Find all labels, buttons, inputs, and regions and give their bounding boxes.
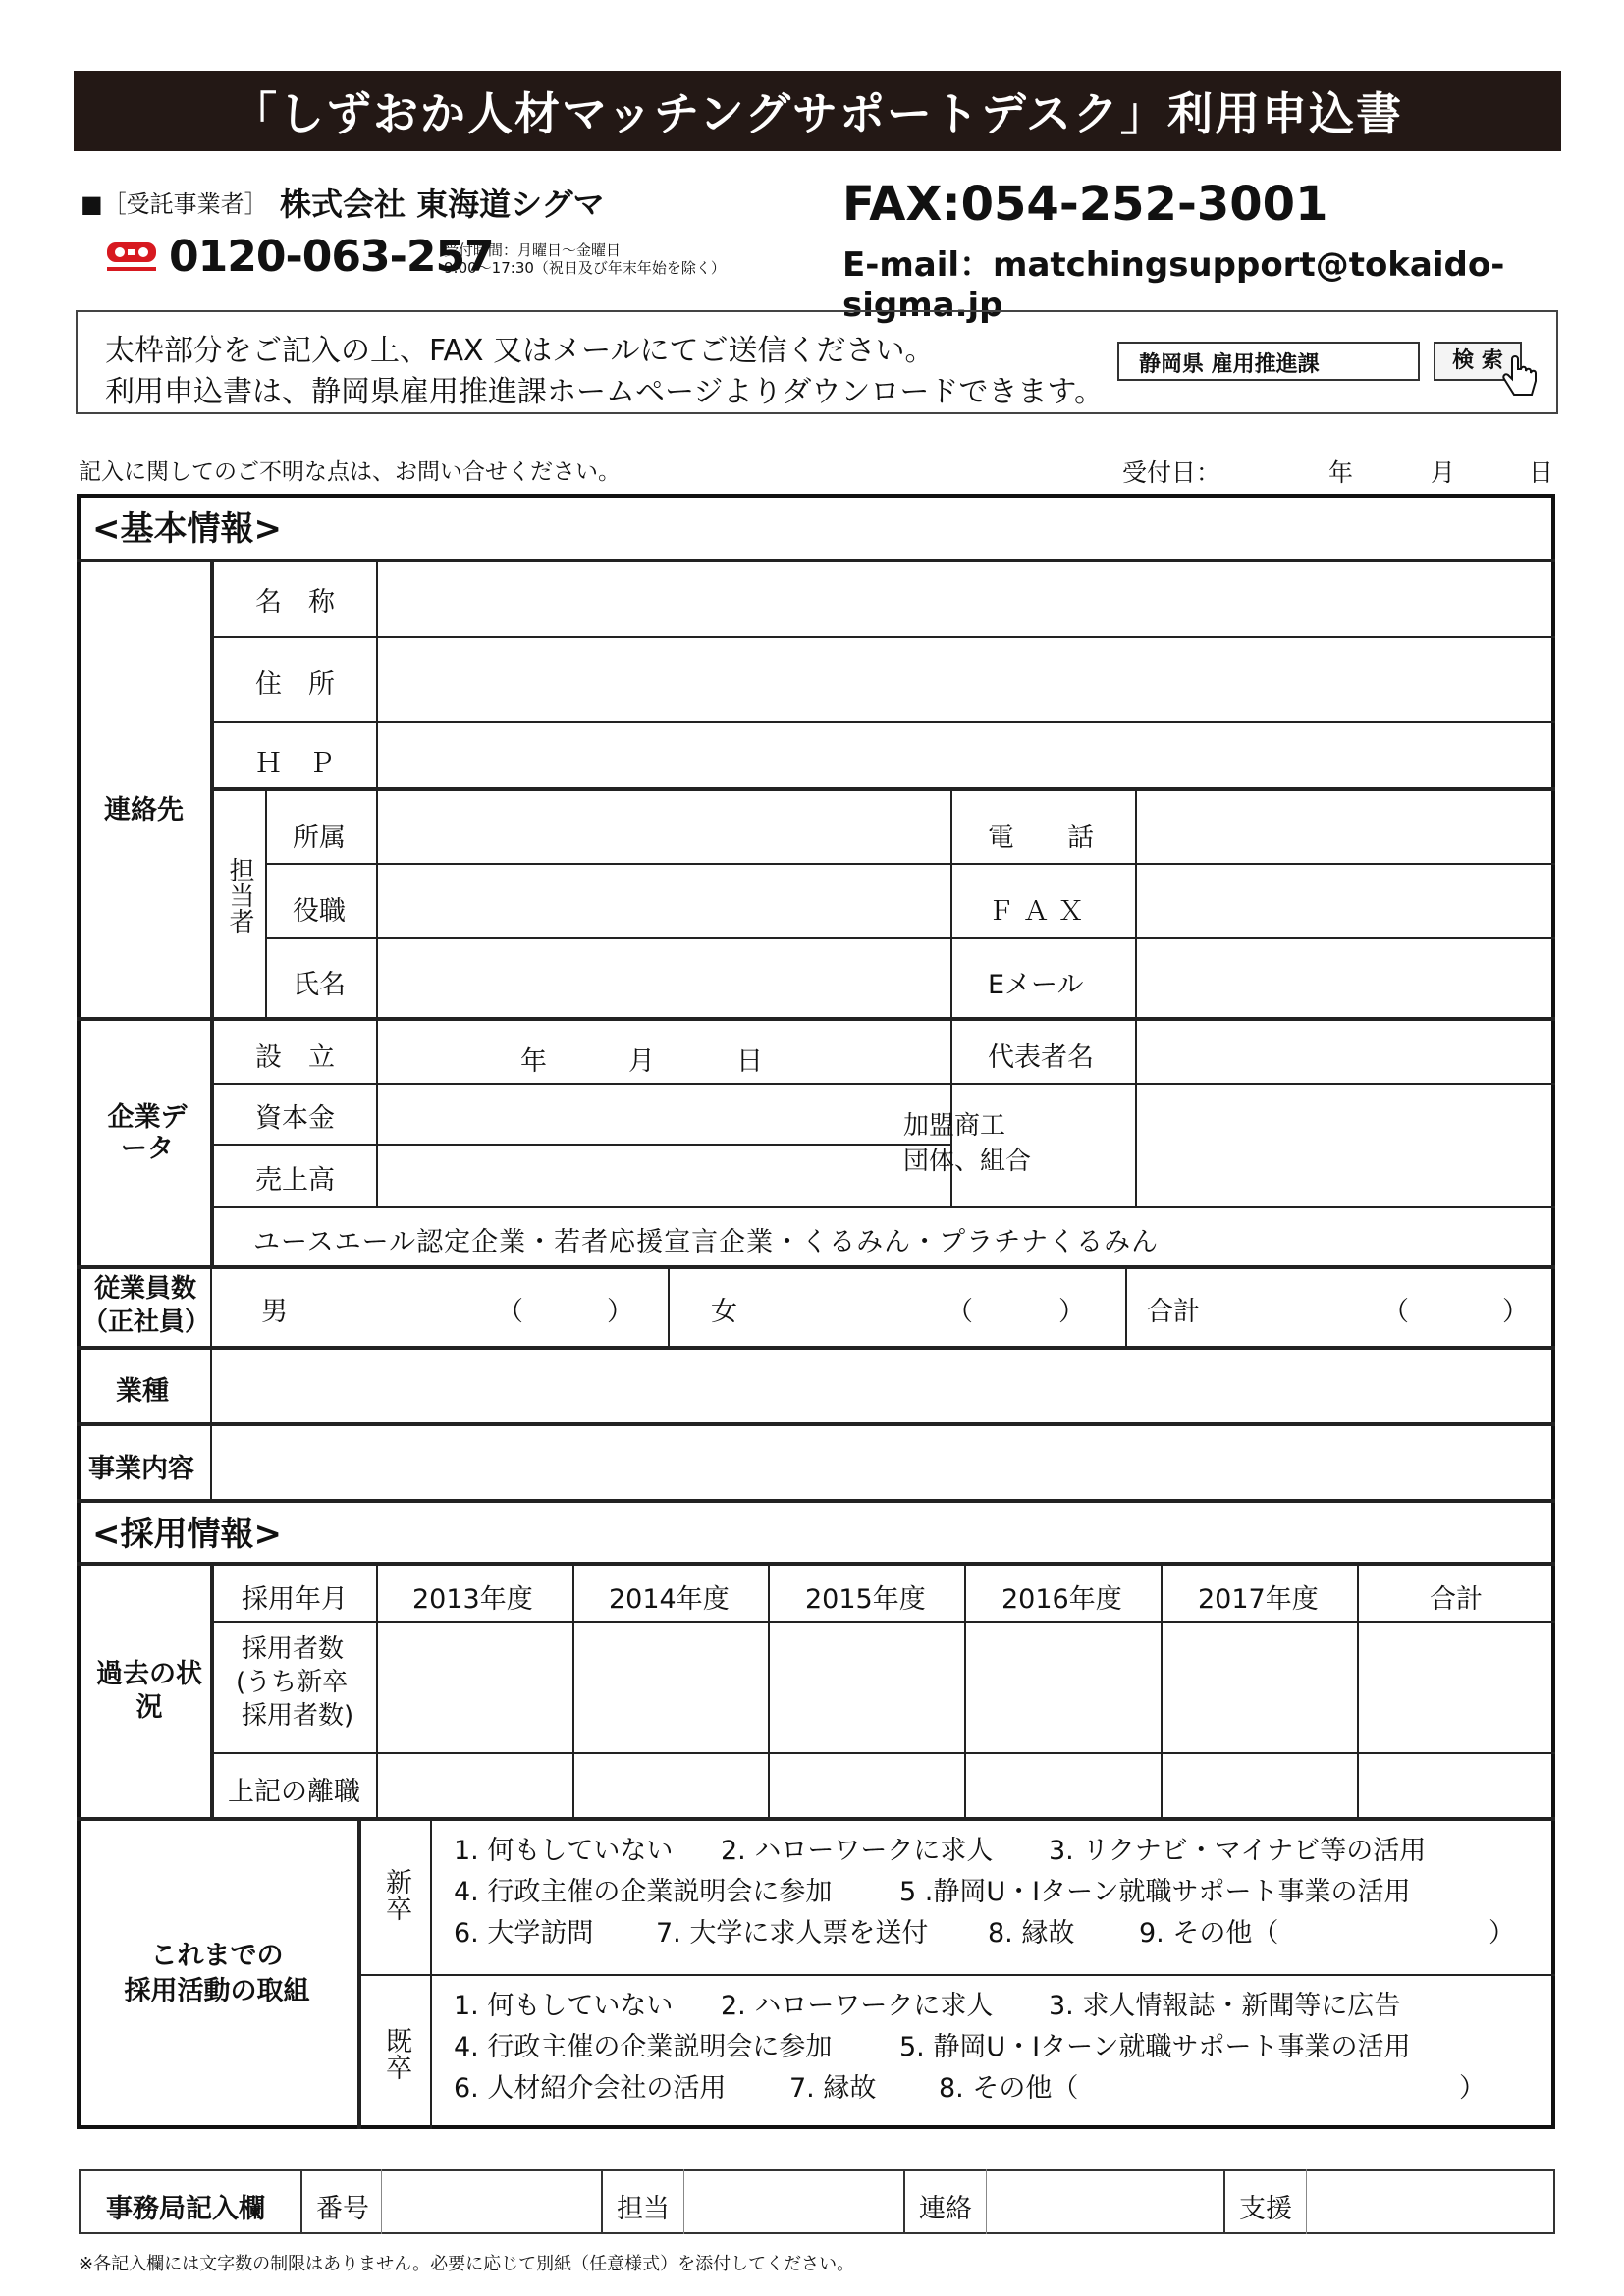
divider (1161, 1562, 1163, 1817)
fax-field[interactable] (1138, 865, 1548, 935)
name-field[interactable] (379, 562, 1547, 633)
turnover-2014-field[interactable] (575, 1755, 766, 1815)
contractor-label (81, 185, 268, 219)
new-grad-option-7[interactable]: 7. 大学に求人票を送付 (656, 1918, 929, 1949)
year-header: 2013年度 (412, 1584, 533, 1615)
contractor-email: E-mail：matchingsupport@tokaido-sigma.jp (842, 245, 1505, 325)
divider (381, 2169, 382, 2234)
address-label: 住 所 (255, 669, 335, 700)
divider (601, 2169, 603, 2234)
contractor-role: ［受託事業者］ (102, 190, 268, 218)
dept-field[interactable] (379, 790, 948, 861)
position-field[interactable] (379, 865, 948, 935)
mid-career-option-8[interactable]: 8. その他（ (939, 2073, 1079, 2104)
employees-label (82, 1272, 211, 1339)
mid-career-option-5[interactable]: 5. 静岡U・Iターン就職サポート事業の活用 (899, 2032, 1411, 2062)
name-label: 名 称 (255, 587, 335, 617)
email-field[interactable] (1138, 939, 1548, 1014)
divider (430, 1817, 432, 2129)
hires-label-line2: (うち新卒 (236, 1668, 349, 1697)
new-grad-option-8[interactable]: 8. 縁故 (988, 1918, 1075, 1949)
divider (768, 1562, 770, 1817)
help-text: 記入に関してのご不明な点は、お問い合せください。 (79, 459, 621, 485)
past-status-label: 過去の状況 (96, 1659, 202, 1723)
divider (265, 787, 267, 1017)
notice-line-2: 利用申込書は、静岡県雇用推進課ホームページよりダウンロードできます。 (105, 375, 1104, 409)
office-contact-label: 連絡 (919, 2194, 972, 2224)
divider (210, 1017, 214, 1265)
activities-label-line1: これまでの (150, 1941, 284, 1971)
association-label-line2: 団体、組合 (903, 1147, 1032, 1176)
year-header: 2014年度 (609, 1584, 730, 1615)
divider (1306, 2169, 1307, 2234)
divider (668, 1265, 670, 1346)
capital-field[interactable] (379, 1086, 948, 1141)
divider (210, 1206, 1555, 1208)
divider (1135, 787, 1137, 1017)
sales-label: 売上高 (255, 1165, 335, 1196)
employees-label-line1: 従業員数 (93, 1274, 196, 1304)
office-number-label: 番号 (316, 2194, 369, 2224)
divider (1223, 2169, 1225, 2234)
representative-field[interactable] (1138, 1020, 1548, 1081)
association-label (903, 1108, 1031, 1179)
divider (572, 1562, 574, 1817)
recruit-info-header: <採用情報> (92, 1515, 282, 1554)
divider (210, 1621, 1555, 1623)
male-label: 男 (261, 1297, 288, 1327)
contractor-fax: FAX:054-252-3001 (842, 177, 1328, 232)
search-button[interactable]: 検 索 (1434, 342, 1522, 381)
total-label: 合計 (1147, 1297, 1200, 1327)
employees-label-line2: （正社員） (82, 1308, 211, 1337)
mid-career-option-7[interactable]: 7. 縁故 (789, 2073, 877, 2104)
divider (210, 1265, 212, 1346)
hp-field[interactable] (379, 724, 1547, 785)
hours-days: 受付時間：月曜日〜金曜日 (444, 241, 622, 259)
divider (210, 636, 1555, 638)
est-day-label: 日 (736, 1046, 763, 1077)
divider (903, 2169, 905, 2234)
fax-label: Ｆ Ａ Ｘ (988, 896, 1085, 927)
divider (376, 1562, 378, 1817)
company-data-label: 企業データ (107, 1102, 188, 1164)
contractor-phone: 0120-063-257 (169, 232, 494, 282)
hours-time: 9:00〜17:30（祝日及び年末年始を除く） (444, 259, 726, 277)
mid-career-label: 既卒 (381, 2027, 411, 2080)
divider (210, 1752, 1555, 1754)
new-grad-option-3[interactable]: 3. リクナビ・マイナビ等の活用 (1049, 1836, 1427, 1866)
divider (1125, 1265, 1127, 1346)
mid-career-option-1[interactable]: 1. 何もしていない (454, 1991, 674, 2021)
business-field[interactable] (214, 1426, 1549, 1497)
business-label: 事業内容 (88, 1454, 194, 1484)
hires-2015-field[interactable] (771, 1624, 962, 1750)
total-count-field[interactable] (1128, 1269, 1548, 1344)
established-label: 設 立 (255, 1042, 335, 1073)
tel-label: 電 話 (988, 823, 1094, 853)
position-label: 役職 (293, 896, 346, 927)
mid-career-option-3[interactable]: 3. 求人情報誌・新聞等に広告 (1049, 1991, 1401, 2021)
male-paren-open: （ (497, 1297, 523, 1327)
dept-label: 所属 (293, 823, 346, 853)
notice-line-1: 太枠部分をご記入の上、FAX 又はメールにてご送信ください。 (105, 334, 935, 368)
divider (1357, 1562, 1359, 1817)
fullname-label: 氏名 (293, 970, 346, 1000)
business-hours (444, 241, 726, 277)
hire-year-label: 採用年月 (242, 1584, 348, 1615)
mid-career-option-2[interactable]: 2. ハローワークに求人 (721, 1991, 994, 2021)
year-header: 2017年度 (1198, 1584, 1319, 1615)
basic-info-header: <基本情報> (92, 509, 282, 549)
female-paren-open: （ (947, 1297, 973, 1327)
footnote: ※各記入欄には文字数の制限はありません。必要に応じて別紙（任意様式）を添付してください。 (79, 2254, 855, 2274)
form-title: 「しずおか人材マッチングサポートデスク」利用申込書 (74, 71, 1561, 151)
hp-label: Ｈ Ｐ (255, 748, 335, 778)
hires-2017-field[interactable] (1164, 1624, 1355, 1750)
reception-year: 年 (1328, 458, 1354, 487)
divider (210, 1562, 214, 1817)
square-bullet: ■ (81, 190, 103, 218)
certifications-label[interactable]: ユースエール認定企業・若者応援宣言企業・くるみん・プラチナくるみん (253, 1227, 1160, 1257)
divider (376, 559, 378, 787)
total-paren-close: ） (1502, 1297, 1529, 1327)
application-form (77, 494, 1555, 2129)
mid-career-option-4[interactable]: 4. 行政主催の企業説明会に参加 (454, 2032, 833, 2062)
activities-label-line2: 採用活動の取組 (124, 1976, 310, 2006)
female-label: 女 (711, 1297, 737, 1327)
hires-2016-field[interactable] (967, 1624, 1159, 1750)
office-staff-label: 担当 (617, 2194, 670, 2224)
new-grad-option-6[interactable]: 6. 大学訪問 (454, 1918, 594, 1949)
divider (683, 2169, 684, 2234)
office-use-label: 事務局記入欄 (106, 2194, 265, 2224)
year-header: 2015年度 (805, 1584, 926, 1615)
divider (210, 1144, 950, 1146)
hires-2014-field[interactable] (575, 1624, 766, 1750)
turnover-2015-field[interactable] (771, 1755, 962, 1815)
year-header: 合計 (1430, 1584, 1483, 1615)
mid-career-option-6[interactable]: 6. 人材紹介会社の活用 (454, 2073, 727, 2104)
fullname-field[interactable] (379, 939, 948, 1014)
mid-career-other-close: ） (1459, 2073, 1486, 2104)
association-label-line1: 加盟商工 (903, 1111, 1006, 1141)
sales-field[interactable] (379, 1147, 948, 1203)
search-input[interactable]: 静岡県 雇用推進課 (1117, 342, 1420, 381)
divider (77, 1499, 1555, 1503)
address-field[interactable] (379, 639, 1547, 718)
male-paren-close: ） (607, 1297, 633, 1327)
contractor-company: 株式会社 東海道シグマ (280, 186, 605, 223)
reception-day: 日 (1529, 458, 1554, 487)
new-grad-label: 新卒 (381, 1868, 411, 1921)
female-paren-close: ） (1058, 1297, 1085, 1327)
divider (77, 1562, 1555, 1566)
turnover-total-field[interactable] (1360, 1755, 1551, 1815)
turnover-2017-field[interactable] (1164, 1755, 1355, 1815)
turnover-2013-field[interactable] (379, 1755, 570, 1815)
divider (210, 721, 1555, 723)
capital-label: 資本金 (255, 1103, 335, 1134)
new-grad-other-close: ） (1489, 1918, 1515, 1949)
new-grad-option-1[interactable]: 1. 何もしていない (454, 1836, 674, 1866)
hires-total-field[interactable] (1360, 1624, 1551, 1750)
reception-month: 月 (1431, 458, 1456, 487)
total-paren-open: （ (1382, 1297, 1409, 1327)
divider (357, 1817, 361, 2129)
new-grad-option-5[interactable]: 5 .静岡U・Iターン就職サポート事業の活用 (899, 1877, 1411, 1907)
office-support-label: 支援 (1239, 2194, 1292, 2224)
female-count-field[interactable] (671, 1269, 1122, 1344)
industry-field[interactable] (214, 1350, 1549, 1420)
reception-label: 受付日： (1122, 458, 1221, 487)
hires-label-line3: 採用者数) (242, 1701, 354, 1731)
tel-field[interactable] (1138, 790, 1548, 861)
email-label: Eメール (988, 970, 1084, 1000)
divider (986, 2169, 987, 2234)
association-field[interactable] (1138, 1086, 1548, 1203)
new-grad-option-2[interactable]: 2. ハローワークに求人 (721, 1836, 994, 1866)
divider (376, 787, 378, 1017)
activities-label (77, 1939, 357, 2009)
hires-label (236, 1632, 353, 1733)
pointer-hand-icon (1500, 355, 1540, 404)
divider (77, 1817, 1555, 1821)
divider (357, 1974, 1555, 1976)
hires-2013-field[interactable] (379, 1624, 570, 1750)
person-in-charge-label: 担当者 (225, 857, 254, 934)
est-year-label: 年 (520, 1046, 547, 1077)
divider (1135, 1017, 1137, 1206)
new-grad-option-9[interactable]: 9. その他（ (1139, 1918, 1279, 1949)
divider (964, 1562, 966, 1817)
representative-label: 代表者名 (988, 1042, 1094, 1073)
freedial-icon (106, 241, 157, 273)
year-header: 2016年度 (1001, 1584, 1122, 1615)
est-month-label: 月 (628, 1046, 655, 1077)
industry-label: 業種 (116, 1376, 169, 1407)
new-grad-option-4[interactable]: 4. 行政主催の企業説明会に参加 (454, 1877, 833, 1907)
turnover-label: 上記の離職 (228, 1777, 360, 1807)
divider (300, 2169, 302, 2234)
turnover-2016-field[interactable] (967, 1755, 1159, 1815)
hires-label-line1: 採用者数 (242, 1634, 345, 1664)
divider (210, 1083, 1555, 1085)
male-count-field[interactable] (214, 1269, 742, 1344)
divider (950, 787, 952, 1017)
contact-label: 連絡先 (104, 795, 184, 826)
divider (376, 1017, 378, 1206)
